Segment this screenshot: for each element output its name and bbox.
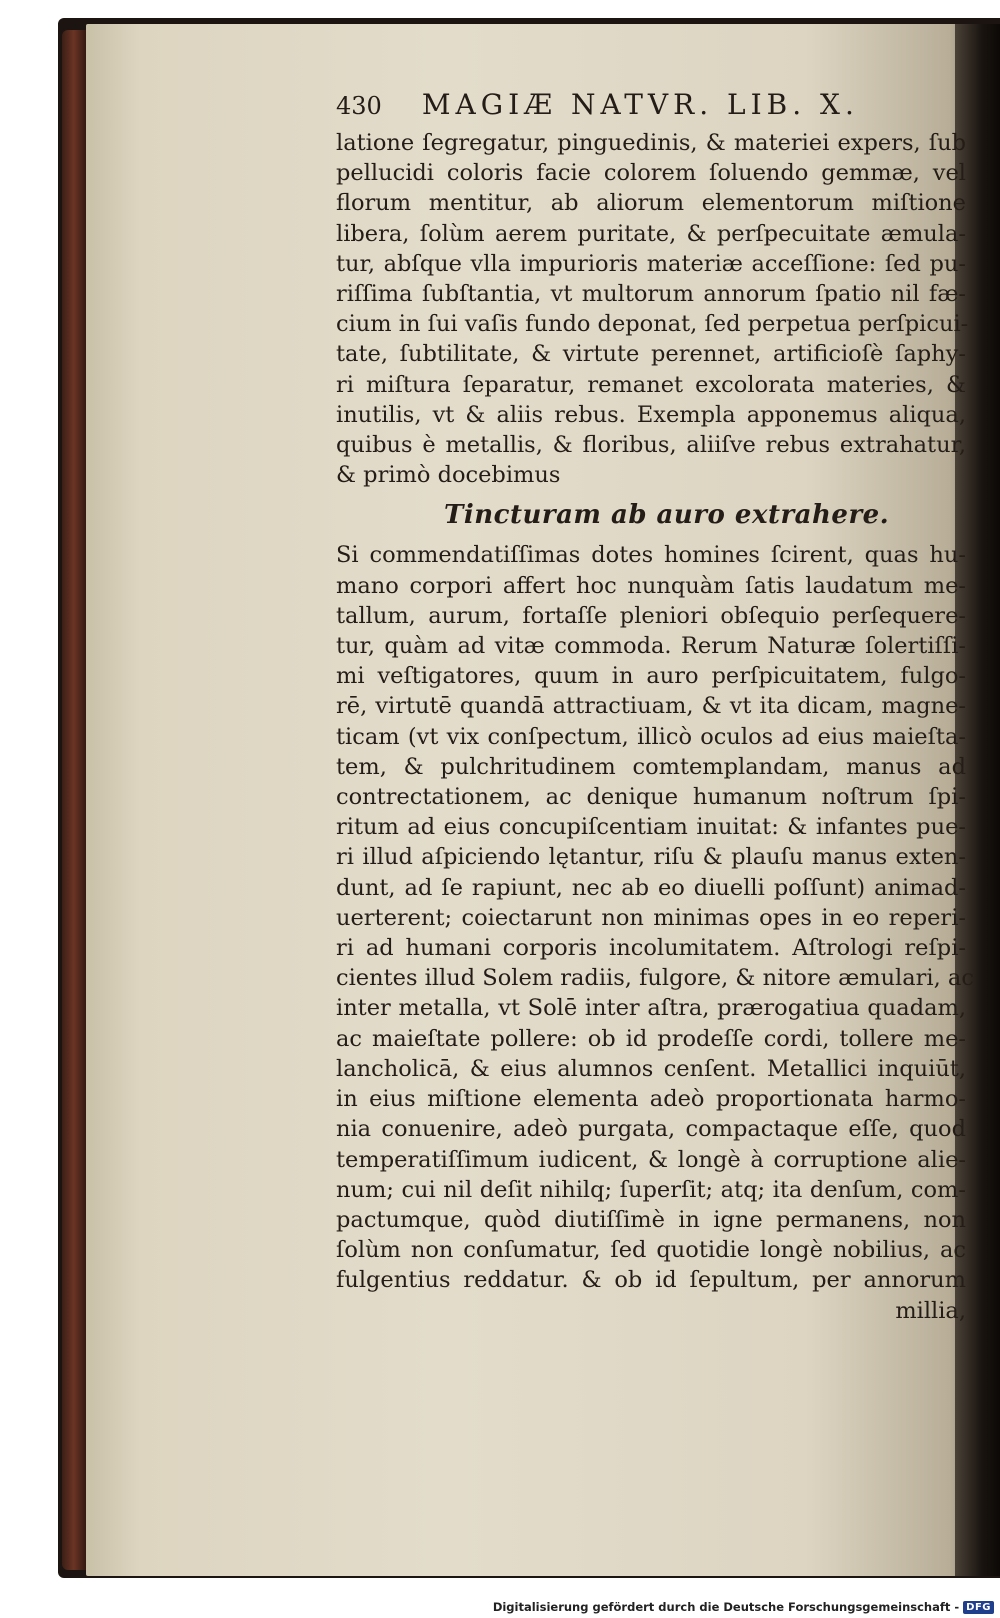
text-line: inter metalla, vt Solē inter aſtra, prærogatiua quadam, [336,995,966,1022]
text-line: contrectationem, ac denique humanum noſtrum ſpi- [336,784,966,811]
text-line: riſſima ſubſtantia, vt multorum annorum ſpatio nil fæ- [336,281,966,308]
dfg-logo: DFG [963,1601,994,1614]
text-line: ritum ad eius concupiſcentiam inuitat: & infantes pue- [336,814,966,841]
text-line: nia conuenire, adeò purgata, compactaque eſſe, quod [336,1116,966,1143]
text-line: fulgentius reddatur. & ob id ſepultum, per annorum [336,1267,966,1294]
text-line: ac maieſtate pollere: ob id prodeſſe cordi, tollere me- [336,1025,966,1052]
text-line: lancholicā, & eius alumnos cenſent. Metallici inquiūt, [336,1055,966,1082]
page-number: 430 [336,92,382,120]
text-line: ri ad humani corporis incolumitatem. Aſtrologi reſpi- [336,935,966,962]
text-line: mano corpori affert hoc nunquàm ſatis laudatum me- [336,572,966,599]
paragraph-gold-tincture [336,540,974,1295]
text-line: latione ſegregatur, pinguedinis, & materiei expers, ſub [336,130,966,156]
text-line: inutilis, vt & aliis rebus. Exempla apponemus aliqua, [336,401,966,428]
text-line: tate, ſubtilitate, & virtute perennet, artificioſè ſaphy- [336,341,966,368]
text-line: ri illud aſpiciendo lętantur, riſu & plauſu manus exten- [336,844,966,871]
text-line: cium in ſui vaſis fundo deponat, ſed perpetua perſpicui- [336,311,969,338]
text-line: dunt, ad ſe rapiunt, nec ab eo diuelli poſſunt) animad- [336,874,966,901]
text-line: mi veſtigatores, quum in auro perſpicuitatem, fulgo- [336,663,966,690]
footer-credit: Digitalisierung gefördert durch die Deutsche Forschungsgemeinschaft - [492,1600,960,1614]
text-line: & primò docebimus [336,462,561,489]
book-cover-edge [62,30,88,1570]
text-line: num; cui nil deſit nihilq; ſuperſit; atq; ita denſum, com- [336,1176,966,1203]
text-line: tem, & pulchritudinem comtemplandam, manus ad [336,753,966,780]
digitization-footer [0,1596,1000,1618]
text-line: tur, quàm ad vitæ commoda. Rerum Naturæ ſolertiſſi- [336,633,966,660]
page-header [336,88,966,128]
text-line: Si commendatiſſimas dotes homines ſcirent, quas hu- [336,542,966,569]
text-line: ticam (vt vix conſpectum, illicò oculos ad eius maieſta- [336,723,966,750]
text-line: rē, virtutē quandā attractiuam, & vt ita dicam, magne- [336,693,966,720]
text-line: ſolùm non conſumatur, ſed quotidie longè nobilius, ac [336,1237,966,1264]
text-line: quibus è metallis, & floribus, aliiſve rebus extrahatur, [336,432,966,459]
page-content [336,88,974,1326]
text-line: ri miſtura ſeparatur, remanet excolorata materies, & [336,371,966,398]
text-line: cientes illud Solem radiis, fulgore, & nitore æmulari, ac [336,965,974,992]
section-heading: Tincturam ab auro extrahere. [444,500,890,531]
catchword: millia, [895,1297,966,1324]
text-line: temperatiſſimum iudicent, & longè à corruptione alie- [336,1146,966,1173]
text-line: tallum, aurum, fortaſſe pleniori obſequio perſequere- [336,602,966,629]
text-line: pactumque, quòd diutiſſimè in igne permanens, non [336,1206,966,1233]
text-line: uerterent; coiectarunt non minimas opes in eo reperi- [336,904,966,931]
paragraph-continuation [336,128,969,490]
text-line: florum mentitur, ab aliorum elementorum miſtione [336,190,966,217]
text-line: tur, abſque vlla impurioris materiæ acceſſione: ſed pu- [336,250,966,277]
text-line: libera, ſolùm aerem puritate, & perſpecuitate æmula- [336,220,966,247]
text-line: pellucidi coloris facie colorem ſoluendo gemmæ, vel [336,160,966,187]
running-head: MAGIÆ NATVR. LIB. X. [421,88,859,121]
text-line: in eius miſtione elementa adeò proportionata harmo- [336,1086,966,1113]
